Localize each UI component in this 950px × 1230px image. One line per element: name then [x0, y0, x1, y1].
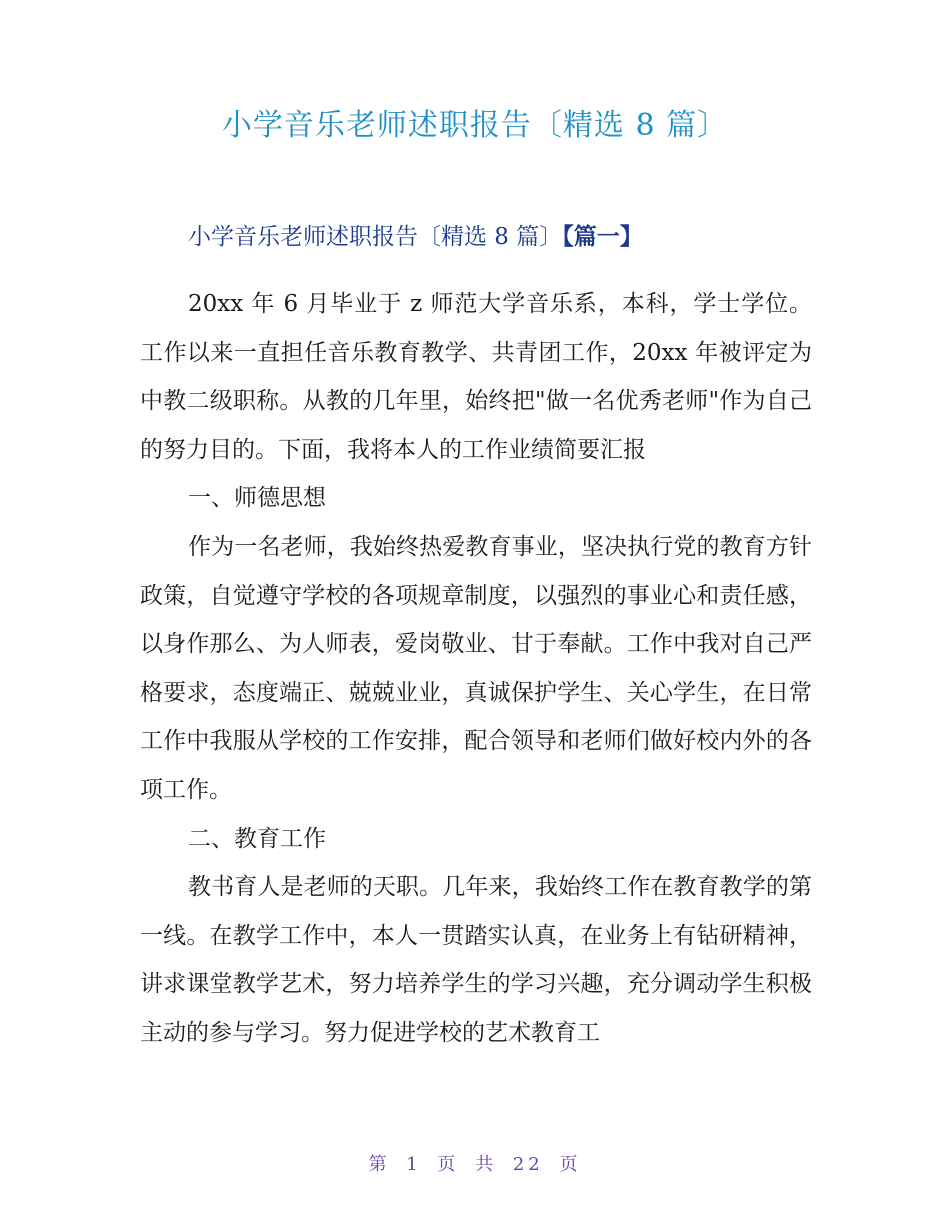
section-heading	[188, 218, 643, 251]
paragraph-intro: 20xx 年 6 月毕业于 z 师范大学音乐系，本科，学士学位。工作以来一直担任音乐教育教学、共青团工作，20xx 年被评定为中教二级职称。从教的几年里，始终把"做一名优秀老师"作为自己的努力目的。下面，我将本人的工作业绩简要汇报	[140, 291, 812, 463]
page-number-footer: 第 1 页 共 22 页	[368, 1154, 582, 1175]
document-body	[140, 280, 812, 1058]
section-heading-tag: 【篇一】	[562, 223, 643, 250]
document-title: 小学音乐老师述职报告〔精选 8 篇〕	[221, 108, 729, 143]
paragraph-teaching: 教书育人是老师的天职。几年来，我始终工作在教育教学的第一线。在教学工作中，本人一贯踏实认真，在业务上有钻研精神，讲求课堂教学艺术，努力培养学生的学习兴趣，充分调动学生积极主动的参与学习。努力促进学校的艺术教育工	[140, 874, 812, 1046]
section-heading-text: 小学音乐老师述职报告〔精选 8 篇〕	[188, 224, 563, 250]
paragraph-ethics: 作为一名老师，我始终热爱教育事业，坚决执行党的教育方针政策，自觉遵守学校的各项规章制度，以强烈的事业心和责任感，以身作那么、为人师表，爱岗敬业、甘于奉献。工作中我对自己严格要求，态度端正、兢兢业业，真诚保护学生、关心学生，在日常工作中我服从学校的工作安排，配合领导和老师们做好校内外的各项工作。	[140, 533, 812, 803]
subheading-ethics: 一、师德思想	[188, 485, 326, 512]
subheading-teaching: 二、教育工作	[188, 825, 326, 852]
